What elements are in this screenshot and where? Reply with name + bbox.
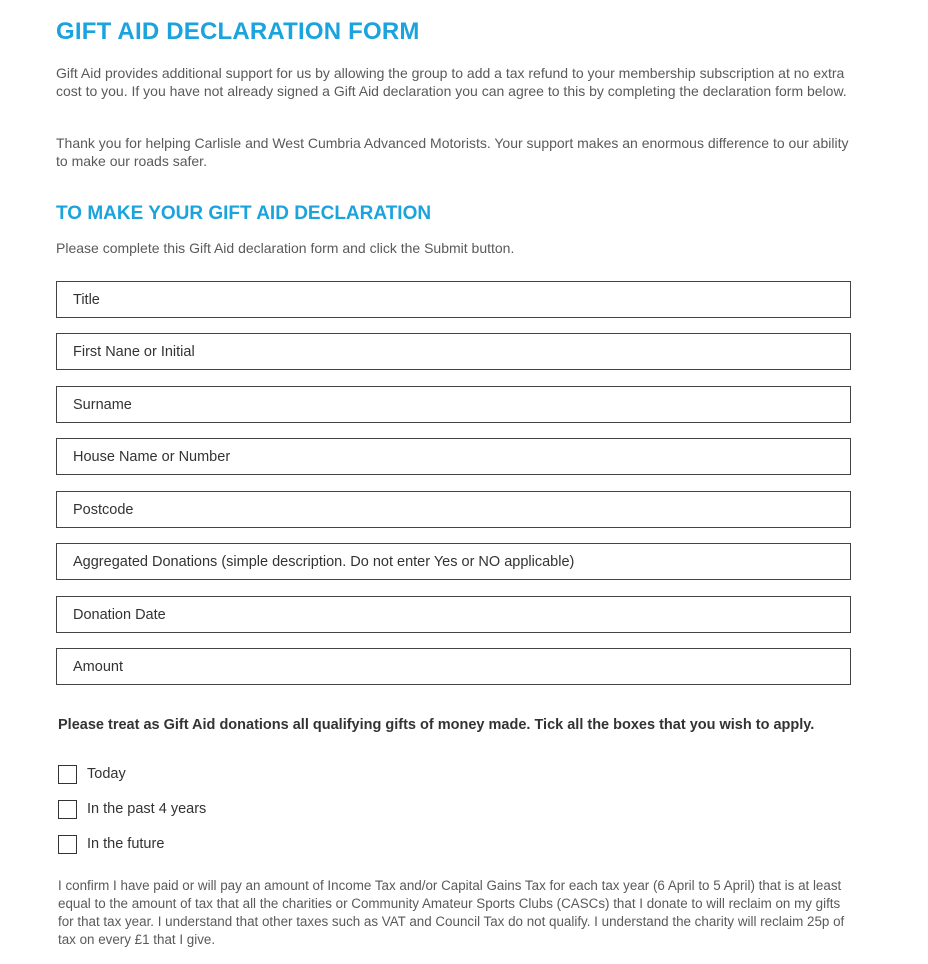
checkbox[interactable]: [58, 835, 77, 854]
donation-date-field[interactable]: [56, 596, 851, 633]
surname-field[interactable]: [56, 386, 851, 423]
declaration-instruction: Please complete this Gift Aid declaration form and click the Submit button.: [56, 240, 515, 256]
first-name-field[interactable]: [56, 333, 851, 370]
checkbox[interactable]: [58, 765, 77, 784]
intro-paragraph: Gift Aid provides additional support for us by allowing the group to add a tax refund to your membership subscription at no extra cost to you. If you have not already signed a Gift Aid declaration you can agree to this by completing the declaration form below.: [56, 65, 847, 99]
amount-field[interactable]: [56, 648, 851, 685]
checkbox-label: In the past 4 years: [87, 801, 207, 817]
declaration-heading: TO MAKE YOUR GIFT AID DECLARATION: [56, 203, 432, 224]
postcode-field[interactable]: [56, 491, 851, 528]
checkbox-today[interactable]: [58, 762, 126, 786]
gift-aid-options-heading: Please treat as Gift Aid donations all qualifying gifts of money made. Tick all the boxes that you wish to apply.: [58, 717, 815, 733]
page-title: GIFT AID DECLARATION FORM: [56, 18, 420, 45]
checkbox[interactable]: [58, 800, 77, 819]
thanks-paragraph: Thank you for helping Carlisle and West Cumbria Advanced Motorists. Your support makes an enormous difference to our ability to make our roads safer.: [56, 135, 849, 169]
tax-confirmation-text: I confirm I have paid or will pay an amount of Income Tax and/or Capital Gains Tax for each tax year (6 April to 5 April) that is at least equal to the amount of tax that all the charities or Community Amateur Sports Clubs (CASCs) that I donate to will reclaim on my gifts for that tax year. I understand that other taxes such as VAT and Council Tax do not qualify. I understand the charity will reclaim 25p of tax on every £1 that I give.: [58, 878, 845, 947]
checkbox-label: Today: [87, 766, 126, 782]
checkbox-future[interactable]: [58, 832, 164, 856]
checkbox-past-4-years[interactable]: [58, 797, 206, 821]
house-name-field[interactable]: [56, 438, 851, 475]
checkbox-label: In the future: [87, 836, 165, 852]
title-field[interactable]: [56, 281, 851, 318]
aggregated-donations-field[interactable]: [56, 543, 851, 580]
